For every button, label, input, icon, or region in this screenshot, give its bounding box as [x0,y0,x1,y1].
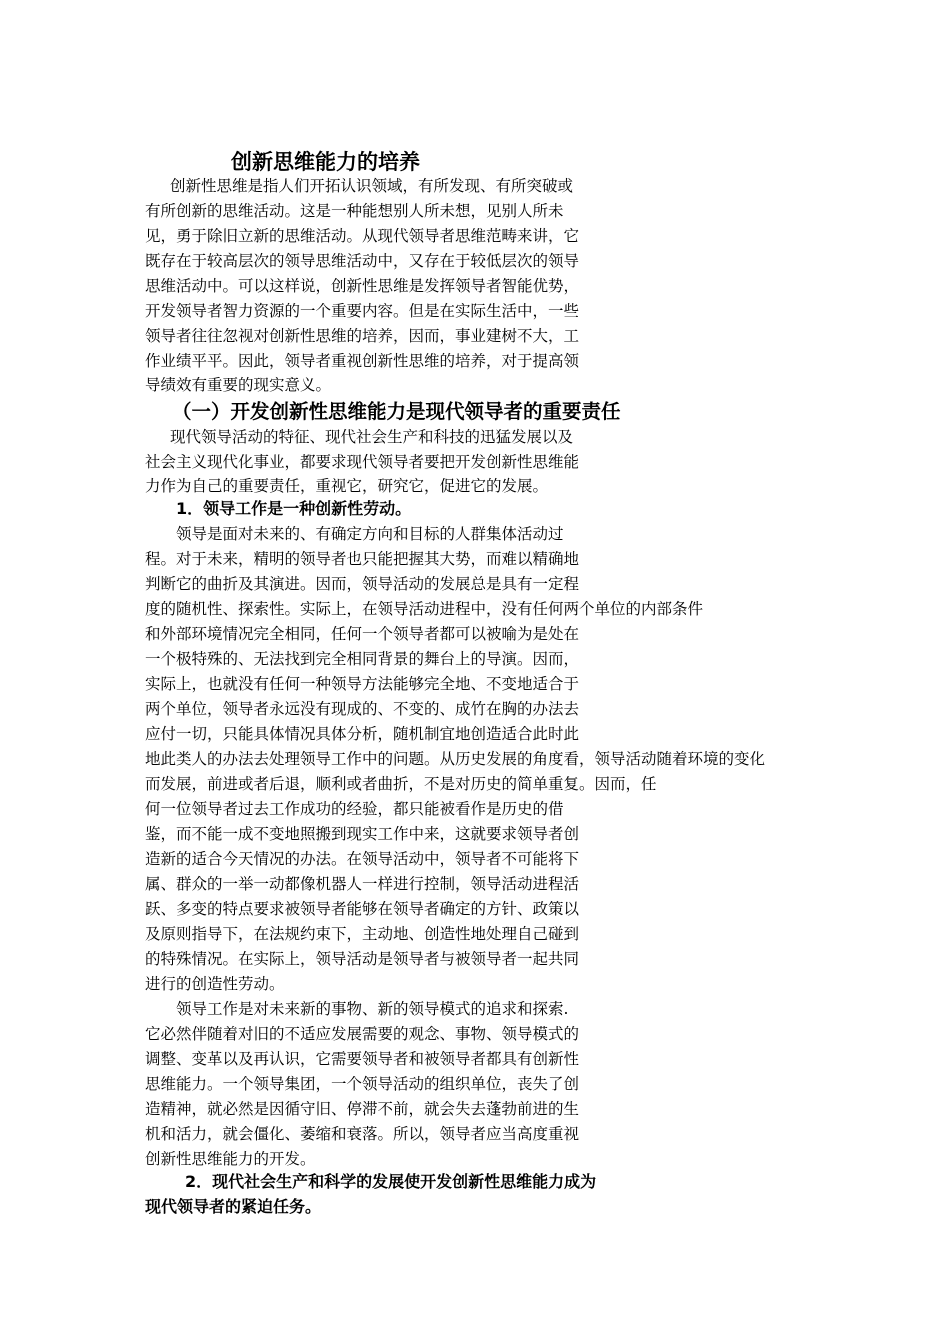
paragraph-line: 鉴，而不能一成不变地照搬到现实工作中来，这就要求领导者创 [145,825,580,843]
paragraph-line: 导绩效有重要的现实意义。 [145,376,332,394]
section-heading: （一）开发创新性思维能力是现代领导者的重要责任 [172,400,621,423]
paragraph-line: 思维能力。一个领导集团，一个领导活动的组织单位，丧失了创 [145,1075,580,1093]
paragraph-line: 的特殊情况。在实际上，领导活动是领导者与被领导者一起共同 [145,950,580,968]
paragraph-line: 现代领导活动的特征、现代社会生产和科技的迅猛发展以及 [170,428,574,446]
paragraph-line: 属、群众的一举一动都像机器人一样进行控制，领导活动进程活 [145,875,580,893]
paragraph-line: 思维活动中。可以这样说，创新性思维是发挥领导者智能优势， [145,277,580,295]
paragraph-line: 创新性思维能力的开发。 [145,1150,316,1168]
document-title: 创新思维能力的培养 [231,149,420,174]
paragraph-line: 领导者往往忽视对创新性思维的培养，因而，事业建树不大，工 [145,327,580,345]
paragraph-line: 领导工作是对未来新的事物、新的领导模式的追求和探索. [176,1000,569,1018]
paragraph-line: 创新性思维是指人们开拓认识领域，有所发现、有所突破或 [170,177,574,195]
paragraph-line: 开发领导者智力资源的一个重要内容。但是在实际生活中，一些 [145,302,580,320]
paragraph-line: 应付一切，只能具体情况具体分析，随机制宜地创造适合此时此 [145,725,580,743]
paragraph-line: 何一位领导者过去工作成功的经验，都只能被看作是历史的借 [145,800,564,818]
paragraph-line: 力作为自己的重要责任，重视它，研究它，促进它的发展。 [145,477,549,495]
paragraph-line: 判断它的曲折及其演进。因而，领导活动的发展总是具有一定程 [145,575,580,593]
paragraph-line: 和外部环境情况完全相同，任何一个领导者都可以被喻为是处在 [145,625,580,643]
paragraph-line: 领导是面对未来的、有确定方向和目标的人群集体活动过 [176,525,564,543]
subsection-heading: 1．领导工作是一种创新性劳动。 [176,499,412,518]
paragraph-line: 两个单位，领导者永远没有现成的、不变的、成竹在胸的办法去 [145,700,580,718]
subsection-heading: 2．现代社会生产和科学的发展使开发创新性思维能力成为 [185,1172,597,1191]
paragraph-line: 程。对于未来，精明的领导者也只能把握其大势，而难以精确地 [145,550,580,568]
paragraph-line: 实际上，也就没有任何一种领导方法能够完全地、不变地适合于 [145,675,580,693]
subsection-heading: 现代领导者的紧迫任务。 [145,1197,322,1216]
paragraph-line: 作业绩平平。因此，领导者重视创新性思维的培养，对于提高领 [145,352,580,370]
paragraph-line: 社会主义现代化事业，都要求现代领导者要把开发创新性思维能 [145,453,580,471]
paragraph-line: 机和活力，就会僵化、萎缩和衰落。所以，领导者应当高度重视 [145,1125,580,1143]
paragraph-line: 见，勇于除旧立新的思维活动。从现代领导者思维范畴来讲，它 [145,227,580,245]
paragraph-line: 它必然伴随着对旧的不适应发展需要的观念、事物、领导模式的 [145,1025,580,1043]
paragraph-line: 地此类人的办法去处理领导工作中的问题。从历史发展的角度看，领导活动随着环境的变化 [145,750,766,768]
paragraph-line: 及原则指导下，在法规约束下，主动地、创造性地处理自己碰到 [145,925,580,943]
paragraph-line: 调整、变革以及再认识，它需要领导者和被领导者都具有创新性 [145,1050,580,1068]
paragraph-line: 跃、多变的特点要求被领导者能够在领导者确定的方针、政策以 [145,900,580,918]
paragraph-line: 造精神，就必然是因循守旧、停滞不前，就会失去蓬勃前进的生 [145,1100,580,1118]
paragraph-line: 造新的适合今天情况的办法。在领导活动中，领导者不可能将下 [145,850,580,868]
paragraph-line: 既存在于较高层次的领导思维活动中，又存在于较低层次的领导 [145,252,580,270]
paragraph-line: 而发展，前进或者后退，顺利或者曲折，不是对历史的简单重复。因而，任 [145,775,657,793]
paragraph-line: 一个极特殊的、无法找到完全相同背景的舞台上的导演。因而， [145,650,580,668]
paragraph-line: 进行的创造性劳动。 [145,975,285,993]
paragraph-line: 有所创新的思维活动。这是一种能想别人所未想，见别人所未 [145,202,564,220]
paragraph-line: 度的随机性、探索性。实际上，在领导活动进程中，没有任何两个单位的内部条件 [145,600,704,618]
